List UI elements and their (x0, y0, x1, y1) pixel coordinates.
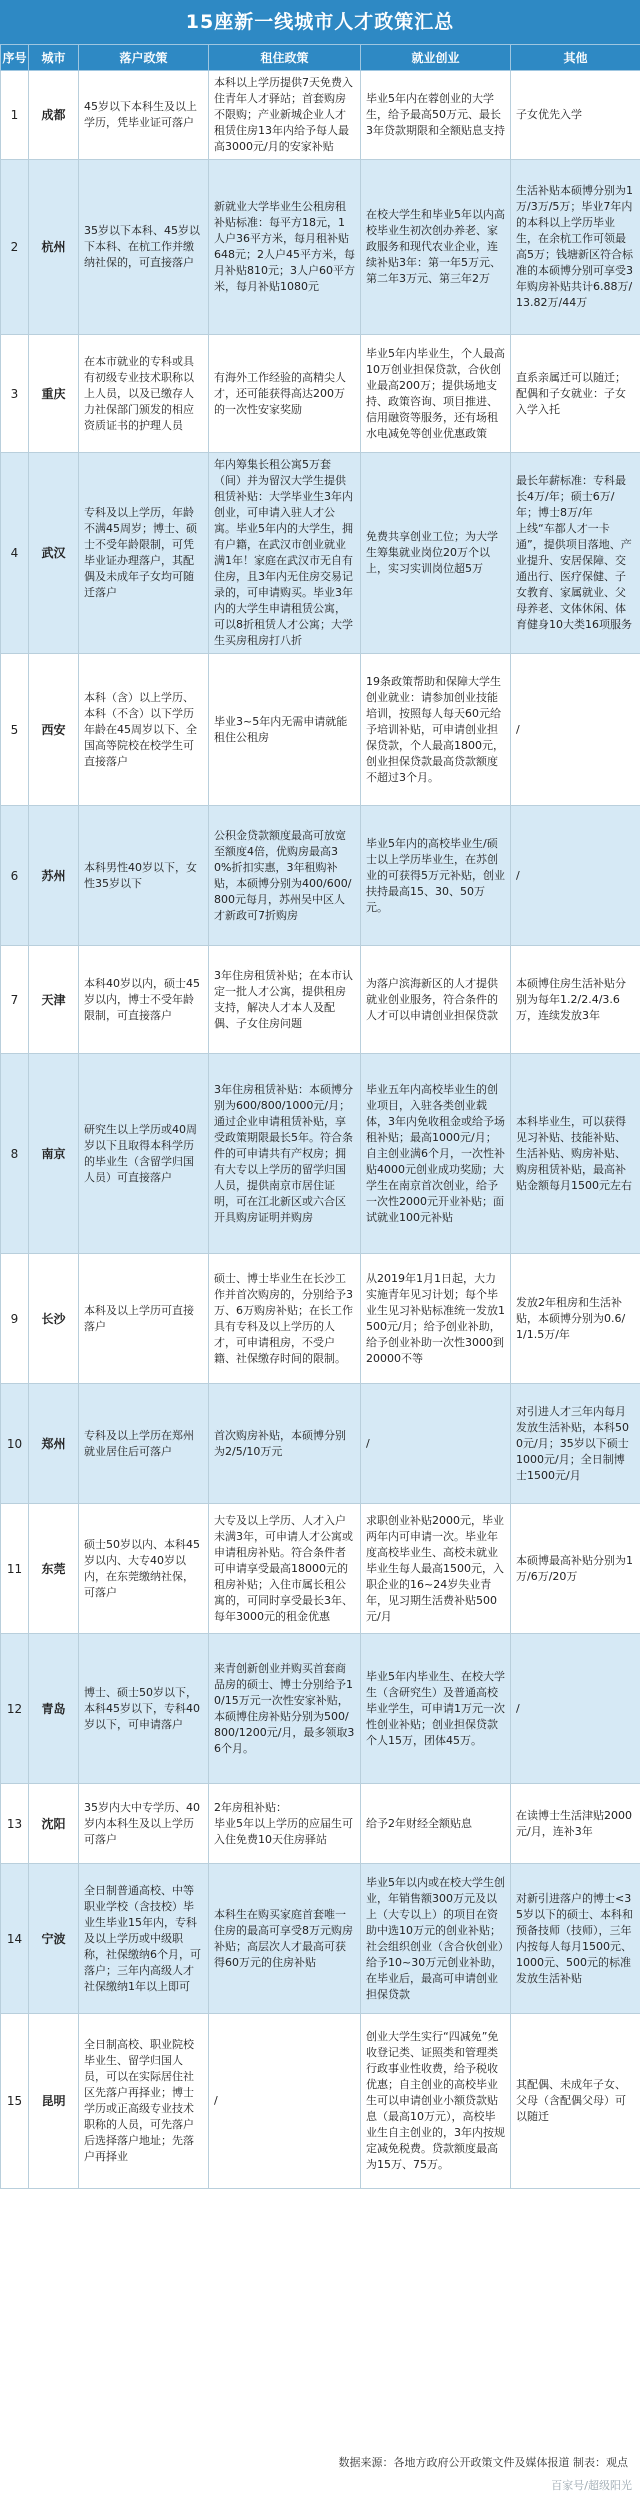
cell-city: 青岛 (29, 1634, 79, 1784)
cell-job: 毕业5年内毕业生、在校大学生（含研究生）及普通高校毕业学生，可申请1万元一次性创业补贴；创业担保贷款个人15万，团体45万。 (361, 1634, 511, 1784)
cell-settle: 硕士50岁以内、本科45岁以内、大专40岁以内，在东莞缴纳社保，可落户 (79, 1504, 209, 1634)
cell-city: 重庆 (29, 335, 79, 453)
cell-rent: 有海外工作经验的高精尖人才，还可能获得高达200万的一次性安家奖励 (209, 335, 361, 453)
cell-rent: 年内筹集长租公寓5万套（间）并为留汉大学生提供租赁补贴：大学毕业生3年内创业，可申请入驻人才公寓。毕业5年内的大学生，拥有户籍，在武汉市创业就业满1年！家庭在武汉市无自有住房，且3年内无住房交易记录的，可申请购买。毕业3年内的大学生申请租赁公寓，可以8折租赁人才公寓；大学生买房租房打八折 (209, 453, 361, 654)
cell-other: / (511, 1634, 640, 1784)
table-row (1, 71, 640, 160)
cell-job: 在校大学生和毕业5年以内高校毕业生初次创办养老、家政服务和现代农业企业，连续补贴3年：第一年5万元、第二年3万元、第三年2万 (361, 160, 511, 335)
table-row (1, 1054, 640, 1254)
table-row (1, 1634, 640, 1784)
cell-no: 2 (1, 160, 29, 335)
cell-settle: 专科及以上学历在郑州就业居住后可落户 (79, 1384, 209, 1504)
table-row (1, 335, 640, 453)
cell-no: 13 (1, 1784, 29, 1864)
cell-job: 毕业5年内毕业生，个人最高10万创业担保贷款，合伙创业最高200万；提供场地支持、政策咨询、项目推进、信用融资等服务，还有场租水电减免等创业优惠政策 (361, 335, 511, 453)
cell-job: 创业大学生实行“四减免”免收登记类、证照类和管理类行政事业性收费，给予税收优惠；自主创业的高校毕业生可以申请创业小额贷款贴息（最高10万元），高校毕业生自主创业的，3年内按规定减免税费。贷款额度最高为15万、75万。 (361, 2014, 511, 2189)
cell-no: 15 (1, 2014, 29, 2189)
cell-job: 毕业五年内高校毕业生的创业项目，入驻各类创业载体，3年内免收租金或给予场租补贴；最高1000元/月；自主创业满6个月，一次性补贴4000元创业成功奖励；大学生在南京首次创业，给予一次性2000元开业补贴；面试就业100元补贴 (361, 1054, 511, 1254)
cell-job: / (361, 1384, 511, 1504)
cell-other: / (511, 654, 640, 806)
cell-other: 在读博士生活津贴2000元/月，连补3年 (511, 1784, 640, 1864)
cell-settle: 全日制普通高校、中等职业学校（含技校）毕业生毕业15年内，专科及以上学历或中级职称，社保缴纳6个月，可落户；三年内高级人才社保缴纳1年以上即可 (79, 1864, 209, 2014)
table-header-row (1, 45, 640, 71)
cell-settle: 35岁内大中专学历、40岁内本科生及以上学历可落户 (79, 1784, 209, 1864)
header-no: 序号 (1, 45, 29, 71)
cell-no: 7 (1, 946, 29, 1054)
page-title: 15座新一线城市人才政策汇总 (0, 0, 640, 44)
cell-settle: 本科40岁以内，硕士45岁以内，博士不受年龄限制，可直接落户 (79, 946, 209, 1054)
cell-other: 子女优先入学 (511, 71, 640, 160)
cell-no: 9 (1, 1254, 29, 1384)
header-city: 城市 (29, 45, 79, 71)
table-body (1, 71, 640, 2189)
cell-other: 对新引进落户的博士<35岁以下的硕士、本科和预备技师（技师），三年内按每人每月1500元、1000元、500元的标准发放生活补贴 (511, 1864, 640, 2014)
table-row (1, 806, 640, 946)
header-rent: 租住政策 (209, 45, 361, 71)
cell-rent: 3年住房租赁补贴；在本市认定一批人才公寓，提供租房支持，解决人才本人及配偶、子女住房问题 (209, 946, 361, 1054)
cell-settle: 45岁以下本科生及以上学历，凭毕业证可落户 (79, 71, 209, 160)
cell-rent: 3年住房租赁补贴：本硕博分别为600/800/1000元/月；通过企业申请租赁补贴，享受政策期限最长5年。符合条件的可申请共有产权房；拥有大专以上学历的留学归国人员，提供南京市居住证明，可在江北新区或六合区开具购房证明并购房 (209, 1054, 361, 1254)
cell-other: 其配偶、未成年子女、父母（含配偶父母）可以随迁 (511, 2014, 640, 2189)
cell-city: 西安 (29, 654, 79, 806)
cell-city: 武汉 (29, 453, 79, 654)
cell-rent: 本科以上学历提供7天免费入住青年人才驿站；首套购房不限购；产业新城企业人才租赁住房13年内给予每人最高3000元/月的安家补贴 (209, 71, 361, 160)
cell-settle: 本科男性40岁以下，女性35岁以下 (79, 806, 209, 946)
cell-job: 19条政策帮助和保障大学生创业就业：请参加创业技能培训，按照每人每天60元给予培训补贴，可申请创业担保贷款，个人最高1800元，创业担保贷款最高贷款额度不超过3个月。 (361, 654, 511, 806)
cell-settle: 35岁以下本科、45岁以下本科、在杭工作并缴纳社保的，可直接落户 (79, 160, 209, 335)
header-other: 其他 (511, 45, 640, 71)
footer (0, 2451, 640, 2475)
watermark: 百家号/超级阳光 (551, 2479, 632, 2492)
header-settle: 落户政策 (79, 45, 209, 71)
cell-rent: 首次购房补贴，本硕博分别为2/5/10万元 (209, 1384, 361, 1504)
table-row (1, 2014, 640, 2189)
cell-other: 本硕博住房生活补贴分别为每年1.2/2.4/3.6万，连续发放3年 (511, 946, 640, 1054)
cell-job: 从2019年1月1日起，大力实施青年见习计划；每个毕业生见习补贴标准统一发放1500元/月；给予创业补助，给予创业补助一次性3000到20000不等 (361, 1254, 511, 1384)
cell-other: 生活补贴本硕博分别为1万/3万/5万；毕业7年内的本科以上学历毕业生，在余杭工作可领最高5万；钱塘新区符合标准的本硕博分别可享受3年购房补贴共计6.88万/13.82万/44万 (511, 160, 640, 335)
policy-table (0, 44, 640, 2189)
cell-other: 发放2年租房和生活补贴，本硕博分别为0.6/1/1.5万/年 (511, 1254, 640, 1384)
cell-city: 沈阳 (29, 1784, 79, 1864)
cell-no: 1 (1, 71, 29, 160)
cell-no: 8 (1, 1054, 29, 1254)
cell-city: 南京 (29, 1054, 79, 1254)
cell-no: 10 (1, 1384, 29, 1504)
cell-settle: 本科及以上学历可直接落户 (79, 1254, 209, 1384)
cell-job: 为落户滨海新区的人才提供就业创业服务，符合条件的人才可以申请创业担保贷款 (361, 946, 511, 1054)
cell-settle: 全日制高校、职业院校毕业生、留学归国人员，可以在实际居住社区先落户再择业；博士学历或正高级专业技术职称的人员，可先落户后选择落户地址；先落户再择业 (79, 2014, 209, 2189)
cell-job: 免费共享创业工位；为大学生筹集就业岗位20万个以上，实习实训岗位超5万 (361, 453, 511, 654)
cell-no: 3 (1, 335, 29, 453)
table-row (1, 946, 640, 1054)
cell-settle: 博士、硕士50岁以下，本科45岁以下，专科40岁以下，可申请落户 (79, 1634, 209, 1784)
cell-city: 郑州 (29, 1384, 79, 1504)
cell-rent: 公积金贷款额度最高可放宽至额度4倍，优购房最高30%折扣实惠，3年租购补贴，本硕博分别为400/600/800元每月，苏州吴中区人才新政可7折购房 (209, 806, 361, 946)
cell-settle: 本科（含）以上学历、本科（不含）以下学历年龄在45周岁以下、全国高等院校在校学生可直接落户 (79, 654, 209, 806)
cell-job: 毕业5年以内或在校大学生创业，年销售额300万元及以上（大专以上）的项目在资助中选10万元的创业补贴；社会组织创业（含合伙创业）给予10~30万元创业补助，在毕业后，最高可申请创业担保贷款 (361, 1864, 511, 2014)
cell-other: 最长年薪标准：专科最长4万/年；硕士6万/年；博士8万/年 上线“车都人才一卡通”，提供项目落地、产业提升、安居保障、交通出行、医疗保健、子女教育、家属就业、父母养老、文体休闲、体育健身10大类16项服务 (511, 453, 640, 654)
cell-city: 杭州 (29, 160, 79, 335)
table-row (1, 1784, 640, 1864)
cell-rent: / (209, 2014, 361, 2189)
cell-rent: 硕士、博士毕业生在长沙工作并首次购房的，分别给予3万、6万购房补贴；在长工作具有专科及以上学历的人才，可申请租房，不受户籍、社保缴存时间的限制。 (209, 1254, 361, 1384)
cell-city: 天津 (29, 946, 79, 1054)
cell-rent: 来青创新创业并购买首套商品房的硕士、博士分别给予10/15万元一次性安家补贴，本硕博住房补贴分别为500/800/1200元/月，最多领取36个月。 (209, 1634, 361, 1784)
cell-city: 长沙 (29, 1254, 79, 1384)
table-row (1, 453, 640, 654)
cell-other: 直系亲属迁可以随迁；配偶和子女就业：子女入学入托 (511, 335, 640, 453)
header-job: 就业创业 (361, 45, 511, 71)
cell-city: 苏州 (29, 806, 79, 946)
cell-city: 宁波 (29, 1864, 79, 2014)
cell-other: 本硕博最高补贴分别为1万/6万/20万 (511, 1504, 640, 1634)
cell-other: / (511, 806, 640, 946)
cell-no: 11 (1, 1504, 29, 1634)
footer-source: 数据来源：各地方政府公开政策文件及媒体报道 (338, 2456, 570, 2469)
cell-no: 14 (1, 1864, 29, 2014)
cell-city: 昆明 (29, 2014, 79, 2189)
cell-no: 4 (1, 453, 29, 654)
cell-rent: 本科生在购买家庭首套唯一住房的最高可享受8万元购房补贴；高层次人才最高可获得60万元的住房补贴 (209, 1864, 361, 2014)
cell-settle: 专科及以上学历，年龄不满45周岁；博士、硕士不受年龄限制，可凭毕业证办理落户，其配偶及未成年子女均可随迁落户 (79, 453, 209, 654)
cell-rent: 2年房租补贴： 毕业5年以上学历的应届生可入住免费10天住房驿站 (209, 1784, 361, 1864)
footer-credit: 制表：观点 (573, 2456, 628, 2469)
cell-other: 对引进人才三年内每月发放生活补贴，本科500元/月；35岁以下硕士1000元/月；全日制博士1500元/月 (511, 1384, 640, 1504)
cell-rent: 新就业大学毕业生公租房租补贴标准：每平方18元，1人户36平方米，每月租补贴648元；2人户45平方米，每月补贴810元；3人户60平方米，每月补贴1080元 (209, 160, 361, 335)
cell-job: 毕业5年内的高校毕业生/硕士以上学历毕业生，在苏创业的可获得5万元补贴，创业扶持最高15、30、50万元。 (361, 806, 511, 946)
cell-settle: 研究生以上学历或40周岁以下且取得本科学历的毕业生（含留学归国人员）可直接落户 (79, 1054, 209, 1254)
table-row (1, 1384, 640, 1504)
cell-job: 毕业5年内在蓉创业的大学生，给予最高50万元、最长3年贷款期限和全额贴息支持 (361, 71, 511, 160)
cell-job: 求职创业补贴2000元，毕业两年内可申请一次。毕业年度高校毕业生、高校未就业毕业生每人最高1500元，入职企业的16~24岁失业青年，见习期生活费补贴500元/月 (361, 1504, 511, 1634)
table-row (1, 1254, 640, 1384)
cell-city: 成都 (29, 71, 79, 160)
cell-rent: 毕业3~5年内无需申请就能租住公租房 (209, 654, 361, 806)
cell-no: 5 (1, 654, 29, 806)
cell-job: 给予2年财经全额贴息 (361, 1784, 511, 1864)
table-row (1, 654, 640, 806)
table-row (1, 1864, 640, 2014)
cell-no: 12 (1, 1634, 29, 1784)
cell-rent: 大专及以上学历、人才入户未满3年，可申请人才公寓或申请租房补贴。符合条件者可申请享受最高18000元的租房补贴；入住市属长租公寓的，可同时享受最长3年、每年3000元的租金优惠 (209, 1504, 361, 1634)
cell-city: 东莞 (29, 1504, 79, 1634)
table-row (1, 1504, 640, 1634)
cell-no: 6 (1, 806, 29, 946)
cell-settle: 在本市就业的专科或具有初级专业技术职称以上人员，以及已缴存人力社保部门颁发的相应资质证书的护理人员 (79, 335, 209, 453)
table-row (1, 160, 640, 335)
cell-other: 本科毕业生，可以获得见习补贴、技能补贴、生活补贴、购房补贴、购房租赁补贴，最高补贴金额每月1500元左右 (511, 1054, 640, 1254)
